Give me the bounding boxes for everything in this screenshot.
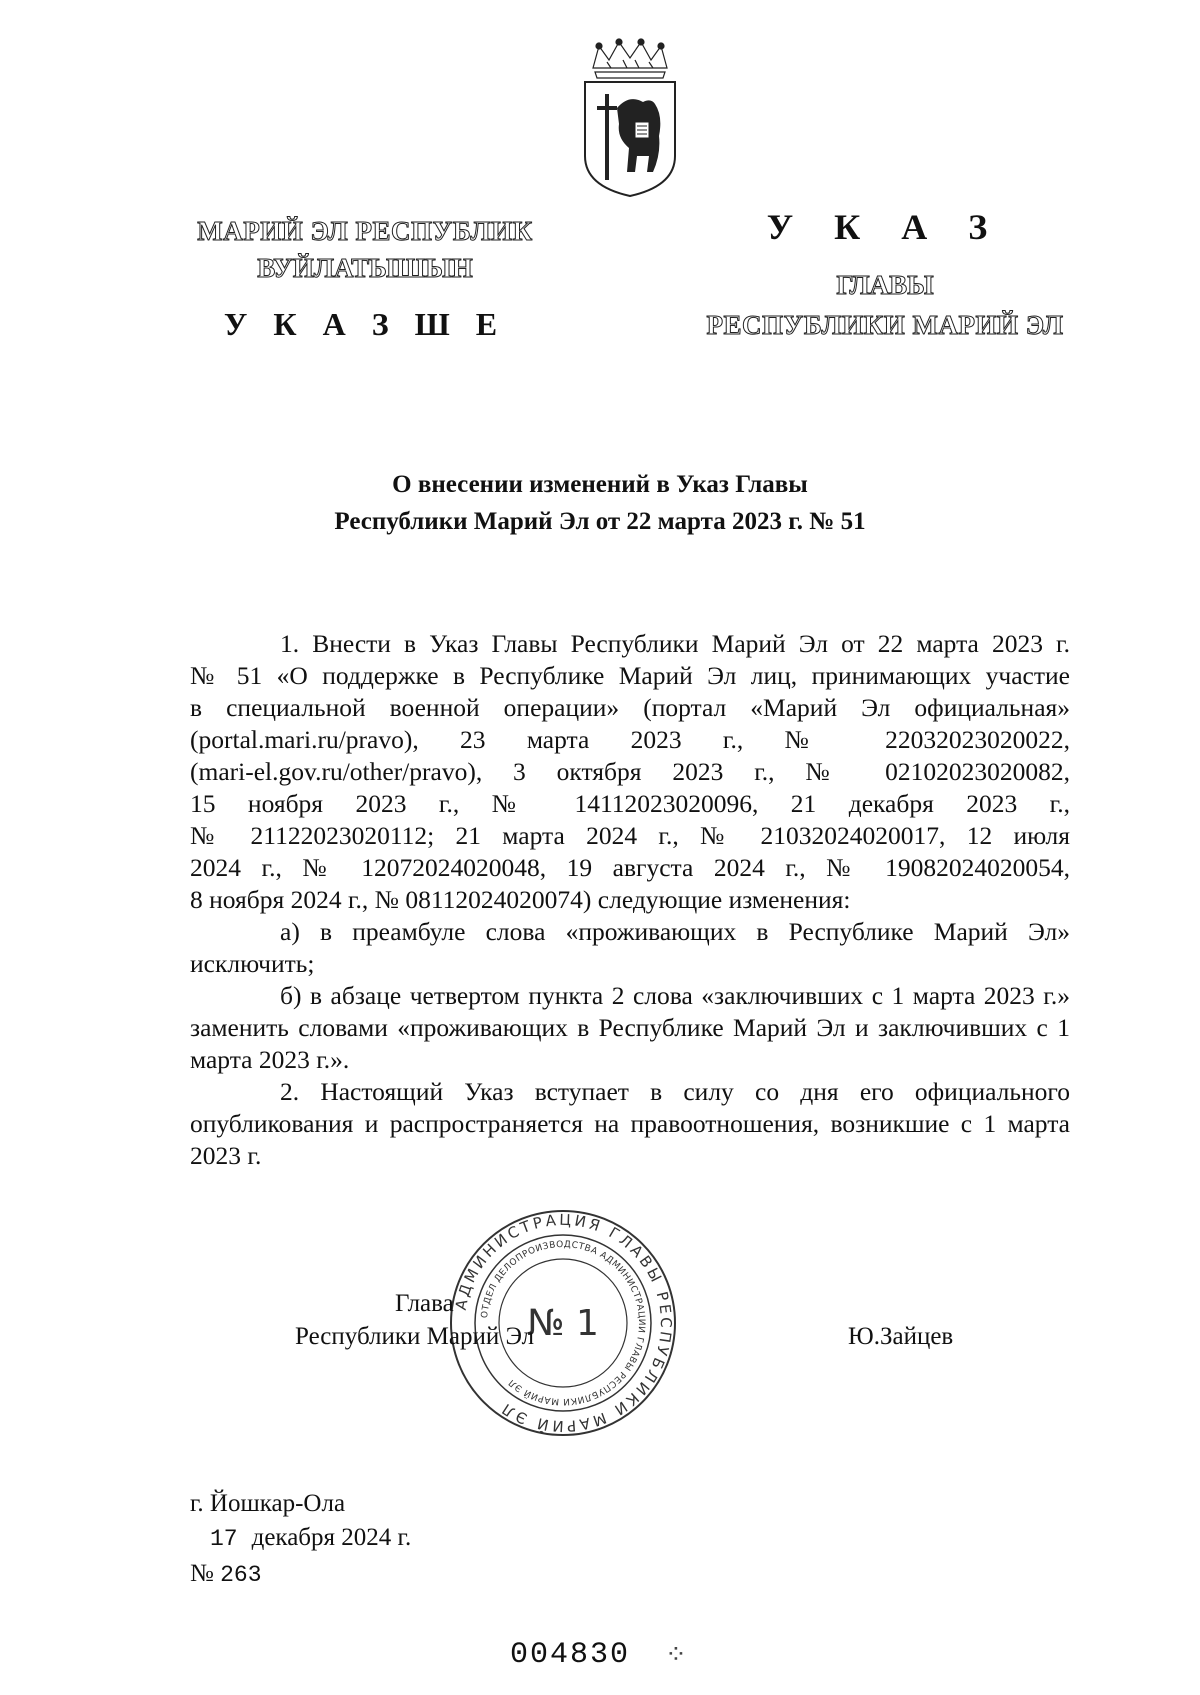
- decree-date: [210, 1524, 411, 1552]
- decree-date-rest: декабря 2024 г.: [251, 1524, 412, 1551]
- paragraph-a: а) в преамбуле слова «проживающих в Республике Марий Эл» исключить;: [190, 917, 1070, 978]
- p1-last-line: 8 ноября 2024 г., № 08112024020074) следующие изменения:: [190, 885, 851, 914]
- serial-number: 004830: [510, 1638, 631, 1672]
- signature-name: Ю.Зайцев: [848, 1323, 954, 1350]
- p1-line: № 51 «О поддержке в Республике Марий Эл лиц, принимающих участие: [190, 661, 1070, 690]
- header-left-republic: МАРИЙ ЭЛ РЕСПУБЛИК: [197, 216, 533, 246]
- signature-position-line2: Республики Марий Эл: [295, 1323, 535, 1350]
- number-value: 263: [220, 1562, 262, 1588]
- header-left-head: ВУЙЛАТЫШЫН: [257, 253, 473, 283]
- city: г. Йошкар-Ола: [190, 1490, 346, 1517]
- p1-line: № 21122023020112; 21 марта 2024 г., № 21032024020017, 12 июля: [190, 821, 1070, 850]
- paragraph-2: 2. Настоящий Указ вступает в силу со дня его официального опубликования и распространяется на правоотношения, возникшие с 1 марта 2023 г.: [190, 1077, 1070, 1170]
- p1-line: (mari-el.gov.ru/other/pravo), 3 октября 2023 г., № 02102023020082,: [190, 757, 1070, 786]
- stamp-inner-text: ОТДЕЛ ДЕЛОПРОИЗВОДСТВА АДМИНИСТРАЦИИ ГЛАВЫ РЕСПУБЛИКИ МАРИЙ ЭЛ: [480, 1239, 647, 1407]
- coat-of-arms-icon: [577, 38, 683, 198]
- p1-line: в специальной военной операции» (портал «Марий Эл официальная»: [190, 693, 1070, 722]
- header-right-head: ГЛАВЫ: [836, 270, 934, 300]
- stamp-outer-text: АДМИНИСТРАЦИЯ ГЛАВЫ РЕСПУБЛИКИ МАРИЙ ЭЛ: [451, 1210, 676, 1436]
- paragraph-b: б) в абзаце четвертом пункта 2 слова «заключивших с 1 марта 2023 г.» заменить словами «проживающих в Республике Марий Эл и заключивших с 1 марта 2023 г.».: [190, 981, 1070, 1074]
- signature-position-line1: Глава: [395, 1290, 454, 1317]
- p1-line: (portal.mari.ru/pravo), 23 марта 2023 г., № 22032023020022,: [190, 725, 1070, 754]
- title-line-1: О внесении изменений в Указ Главы: [392, 471, 808, 498]
- serial-mark: ⁘: [665, 1640, 687, 1669]
- p1-line: 1. Внести в Указ Главы Республики Марий Эл от 22 марта 2023 г.: [280, 629, 1070, 658]
- p1-line: 15 ноября 2023 г., № 14112023020096, 21 декабря 2023 г.,: [190, 789, 1070, 818]
- header-right-republic: РЕСПУБЛИКИ МАРИЙ ЭЛ: [706, 310, 1064, 340]
- header-left-decree: У К А З Ш Е: [223, 306, 507, 342]
- number-prefix: №: [190, 1560, 214, 1587]
- title-line-2: Республики Марий Эл от 22 марта 2023 г. № 51: [334, 508, 866, 535]
- stamp-center-number: № 1: [527, 1303, 599, 1344]
- decree-number: [190, 1560, 262, 1588]
- decree-day: 17: [210, 1526, 238, 1552]
- document-title: [150, 466, 1050, 540]
- p1-line: 2024 г., № 12072024020048, 19 августа 2024 г., № 19082024020054,: [190, 853, 1070, 882]
- document-body: [190, 628, 1070, 1172]
- header-right-decree: У К А З: [766, 207, 1004, 247]
